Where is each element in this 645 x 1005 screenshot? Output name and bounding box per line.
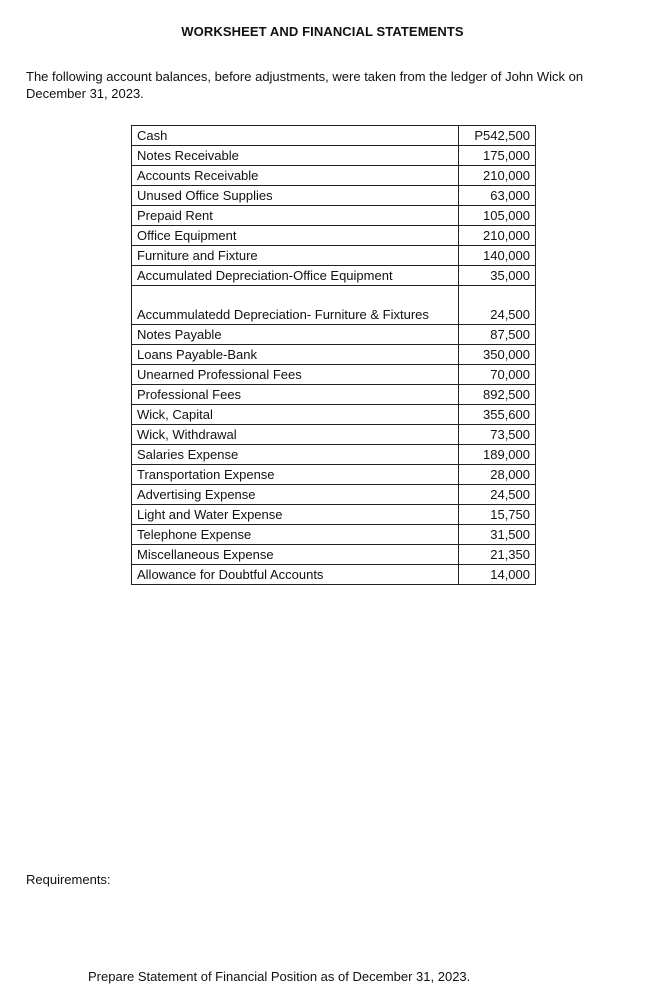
account-amount: 189,000 (459, 445, 536, 465)
account-name: Notes Receivable (132, 146, 459, 166)
account-name: Prepaid Rent (132, 206, 459, 226)
table-row (132, 246, 536, 266)
account-name: Cash (132, 126, 459, 146)
account-amount: P542,500 (459, 126, 536, 146)
table-row (132, 126, 536, 146)
table-row (132, 325, 536, 345)
table-row (132, 485, 536, 505)
intro-paragraph: The following account balances, before adjustments, were taken from the ledger of John Wick on December 31, 2023. (26, 69, 584, 101)
account-amount: 35,000 (459, 266, 536, 286)
account-amount: 175,000 (459, 146, 536, 166)
account-name: Transportation Expense (132, 465, 459, 485)
table-row (132, 405, 536, 425)
account-name: Telephone Expense (132, 525, 459, 545)
account-amount: 210,000 (459, 226, 536, 246)
table-row (132, 166, 536, 186)
account-amount: 24,500 (459, 286, 536, 325)
account-amount: 105,000 (459, 206, 536, 226)
requirements-label: Requirements: (26, 872, 111, 887)
account-amount: 892,500 (459, 385, 536, 405)
table-row (132, 505, 536, 525)
table-row (132, 146, 536, 166)
table-row (132, 266, 536, 286)
account-amount: 210,000 (459, 166, 536, 186)
account-name: Loans Payable-Bank (132, 345, 459, 365)
account-balances-table (131, 125, 536, 585)
account-name: Light and Water Expense (132, 505, 459, 525)
account-name: Wick, Withdrawal (132, 425, 459, 445)
account-amount: 355,600 (459, 405, 536, 425)
table-row (132, 186, 536, 206)
account-amount: 63,000 (459, 186, 536, 206)
account-name: Miscellaneous Expense (132, 545, 459, 565)
account-name: Office Equipment (132, 226, 459, 246)
account-amount: 31,500 (459, 525, 536, 545)
account-amount: 15,750 (459, 505, 536, 525)
table-row (132, 345, 536, 365)
table-row (132, 206, 536, 226)
account-amount: 24,500 (459, 485, 536, 505)
account-name: Unused Office Supplies (132, 186, 459, 206)
table-row (132, 445, 536, 465)
account-amount: 14,000 (459, 565, 536, 585)
account-name: Accummulatedd Depreciation- Furniture & Fixtures (132, 286, 459, 325)
table-row (132, 226, 536, 246)
account-name: Furniture and Fixture (132, 246, 459, 266)
account-amount: 350,000 (459, 345, 536, 365)
account-name: Advertising Expense (132, 485, 459, 505)
table-row (132, 525, 536, 545)
page-title: WORKSHEET AND FINANCIAL STATEMENTS (181, 24, 464, 39)
account-amount: 70,000 (459, 365, 536, 385)
account-name: Salaries Expense (132, 445, 459, 465)
table-row (132, 545, 536, 565)
account-name: Professional Fees (132, 385, 459, 405)
table-row (132, 365, 536, 385)
account-amount: 28,000 (459, 465, 536, 485)
account-name: Unearned Professional Fees (132, 365, 459, 385)
table-row (132, 286, 536, 325)
account-name: Wick, Capital (132, 405, 459, 425)
account-name: Notes Payable (132, 325, 459, 345)
account-name: Accumulated Depreciation-Office Equipment (132, 266, 459, 286)
account-amount: 140,000 (459, 246, 536, 266)
account-amount: 87,500 (459, 325, 536, 345)
table-row (132, 425, 536, 445)
table-row (132, 385, 536, 405)
account-amount: 73,500 (459, 425, 536, 445)
account-name: Allowance for Doubtful Accounts (132, 565, 459, 585)
table-row (132, 565, 536, 585)
requirement-task: Prepare Statement of Financial Position as of December 31, 2023. (88, 969, 471, 984)
account-amount: 21,350 (459, 545, 536, 565)
table-row (132, 465, 536, 485)
account-name: Accounts Receivable (132, 166, 459, 186)
